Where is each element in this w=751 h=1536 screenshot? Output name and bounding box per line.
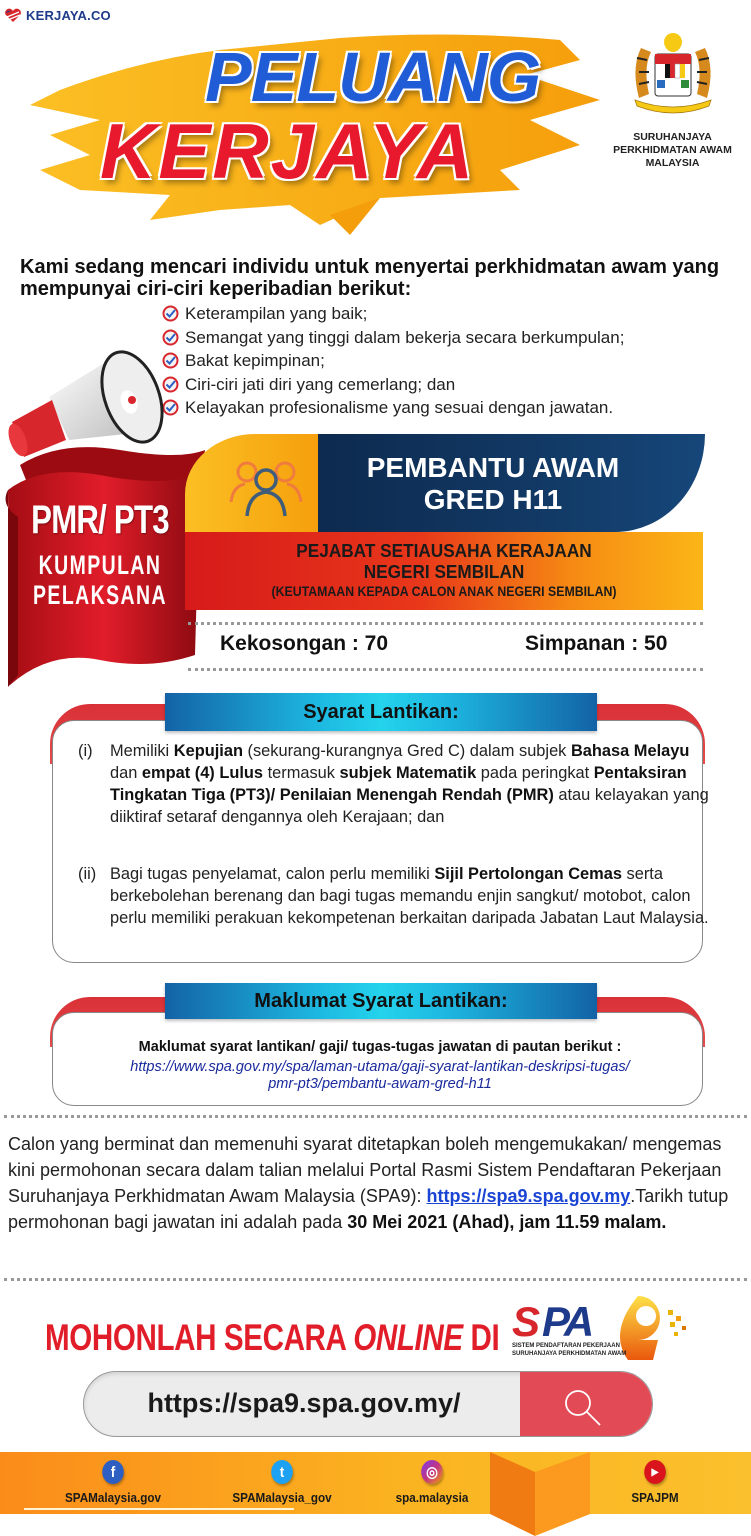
spa9-search-bar[interactable]: [83, 1371, 653, 1437]
trait-text: Ciri-ciri jati diri yang cemerlang; dan: [185, 374, 456, 394]
info-link[interactable]: [60, 1059, 700, 1093]
info-link-line1[interactable]: https://www.spa.gov.my/spa/laman-utama/gaji-syarat-lantikan-deskripsi-tugas/: [130, 1059, 630, 1075]
social-twitter[interactable]: [228, 1460, 336, 1505]
twitter-icon[interactable]: t: [271, 1460, 293, 1484]
traits-list: [162, 302, 624, 420]
agency-name-line: MALAYSIA: [645, 157, 700, 170]
requirement-number: (ii): [78, 865, 97, 883]
position-title: [318, 452, 668, 516]
social-instagram[interactable]: [387, 1460, 477, 1505]
apply-instructions: [8, 1131, 748, 1235]
info-title: Maklumat Syarat Lantikan:: [165, 983, 597, 1019]
facebook-icon[interactable]: f: [102, 1460, 124, 1484]
search-url-text[interactable]: https://spa9.spa.gov.my/: [147, 1388, 461, 1418]
check-circle-icon: [162, 305, 179, 322]
dotted-divider: [188, 622, 703, 625]
youtube-handle[interactable]: SPAJPM: [631, 1490, 679, 1505]
svg-text:PA: PA: [542, 1298, 592, 1345]
ribbon-text: [0, 500, 200, 610]
trait-text: Semangat yang tinggi dalam bekerja secara berkumpulan;: [185, 327, 625, 347]
position-title-line1: PEMBANTU AWAM: [366, 452, 620, 483]
vacancies-count: Kekosongan : 70: [220, 632, 389, 655]
footer-fold-graphic: [490, 1452, 590, 1536]
hero-title-peluang: PELUANG: [205, 38, 541, 116]
intro-heading: Kami sedang mencari individu untuk menyertai perkhidmatan awam yang mempunyai ciri-ciri keperibadian berikut:: [20, 256, 720, 300]
reserve-count: Simpanan : 50: [525, 632, 668, 655]
social-facebook[interactable]: [64, 1460, 163, 1505]
megaphone-icon: [4, 322, 174, 462]
info-label: Maklumat syarat lantikan/ gaji/ tugas-tugas jawatan di pautan berikut :: [138, 1039, 622, 1055]
office-name-line1: PEJABAT SETIAUSAHA KERAJAAN: [296, 540, 592, 561]
position-banner: [185, 434, 705, 532]
office-name-line2: NEGERI SEMBILAN: [363, 561, 525, 582]
dotted-divider: [4, 1278, 747, 1281]
social-youtube[interactable]: [624, 1460, 687, 1505]
position-icon-panel: [185, 434, 325, 532]
spa9-link[interactable]: https://spa9.spa.gov.my: [426, 1186, 631, 1206]
divider-line: [24, 1508, 294, 1510]
trait-text: Kelayakan profesionalisme yang sesuai dengan jawatan.: [185, 398, 614, 417]
info-link-line2[interactable]: pmr-pt3/pembantu-awam-gred-h11: [268, 1076, 492, 1092]
list-item: [162, 302, 624, 326]
svg-text:S: S: [512, 1298, 538, 1345]
svg-text:SURUHANJAYA PERKHIDMATAN AWAM: SURUHANJAYA PERKHIDMATAN AWAM: [512, 1351, 627, 1357]
requirement-item-2: Bagi tugas penyelamat, calon perlu memiliki Sijil Pertolongan Cemas serta berkebolehan berenang dan bagi tugas memandu enjin sangkut/ motobot, calon perlu memiliki perakuan kekompetenan berkaitan daripada Jabatan Laut Malaysia.: [110, 865, 709, 927]
youtube-icon[interactable]: ▶: [644, 1460, 666, 1484]
office-priority-note: (KEUTAMAAN KEPADA CALON ANAK NEGERI SEMBILAN): [271, 583, 617, 599]
group-label-line1: KUMPULAN: [38, 550, 162, 580]
apply-text: Calon yang berminat dan memenuhi syarat ditetapkan boleh mengemukakan/ mengemas kini permohonan secara dalam talian melalui Portal Rasmi Sistem Pendaftaran Pekerjaan Suruhanjaya Perkhidmatan Awam Malaysia (SPA9):: [8, 1134, 722, 1206]
dotted-divider: [4, 1115, 747, 1118]
position-title-line2: GRED H11: [423, 484, 563, 515]
deadline-text: 30 Mei 2021 (Ahad), jam 11.59 malam.: [347, 1212, 667, 1232]
group-label-line2: PELAKSANA: [33, 580, 167, 610]
apply-text: .Tarikh tutup permohonan bagi jawatan ini adalah pada: [8, 1186, 729, 1232]
requirement-item-1: Memiliki Kepujian (sekurang-kurangnya Gred C) dalam subjek Bahasa Melayu dan empat (4) Lulus termasuk subjek Matematik pada peringkat Pentaksiran Tingkatan Tiga (PT3)/ Penilaian Menengah Rendah (PMR) atau kelayakan yang diiktiraf setaraf dengannya oleh Kerajaan; dan: [110, 742, 709, 826]
facebook-handle[interactable]: SPAMalaysia.gov: [64, 1490, 162, 1505]
requirements-title: Syarat Lantikan:: [165, 693, 597, 731]
instagram-icon[interactable]: ◎: [421, 1460, 443, 1484]
search-button[interactable]: [520, 1372, 652, 1436]
list-item: [162, 349, 624, 373]
agency-logo: [600, 28, 745, 170]
hero-banner: [20, 20, 610, 240]
dotted-divider: [188, 668, 703, 671]
apply-online-heading: MOHONLAH SECARA ONLINE DI: [45, 1317, 500, 1358]
agency-name: [600, 131, 745, 170]
twitter-handle[interactable]: SPAMalaysia_gov: [232, 1490, 332, 1505]
list-item: [162, 373, 624, 397]
coat-of-arms-icon: [627, 28, 719, 118]
svg-text:SISTEM PENDAFTARAN PEKERJAAN: SISTEM PENDAFTARAN PEKERJAAN: [512, 1343, 620, 1349]
office-banner: [185, 532, 703, 610]
agency-name-line: PERKHIDMATAN AWAM: [613, 144, 732, 157]
people-group-icon: [225, 458, 307, 518]
trait-text: Bakat kepimpinan;: [185, 351, 325, 370]
hero-title-kerjaya: KERJAYA: [100, 107, 476, 195]
spa9-logo: [508, 1292, 698, 1364]
brand-name: KERJAYA.CO: [26, 8, 111, 23]
trait-text: Keterampilan yang baik;: [185, 304, 368, 323]
list-item: [162, 396, 624, 420]
search-icon[interactable]: [560, 1385, 604, 1429]
agency-name-line: SURUHANJAYA: [633, 131, 712, 143]
instagram-handle[interactable]: spa.malaysia: [395, 1490, 469, 1505]
requirement-number: (i): [78, 742, 93, 760]
qualification-label: PMR/ PT3: [31, 498, 169, 542]
list-item: [162, 326, 624, 350]
